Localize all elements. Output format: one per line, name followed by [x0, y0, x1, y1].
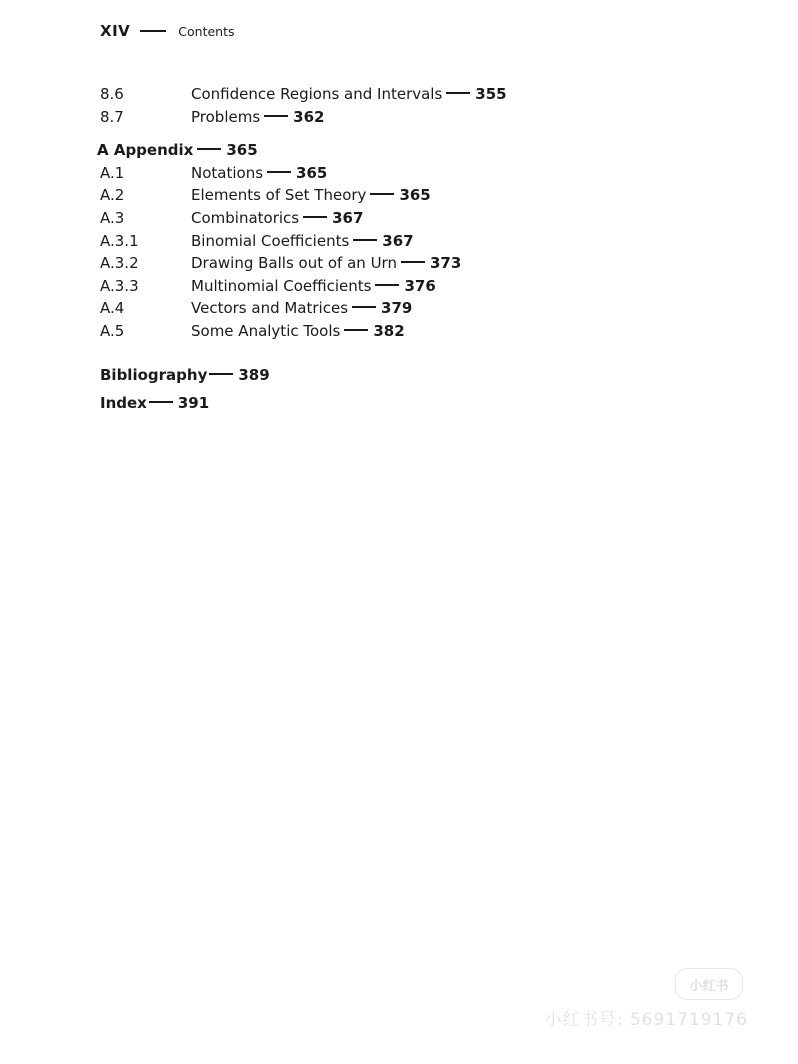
leader-dash [446, 92, 470, 94]
leader-dash [353, 239, 377, 241]
toc-entry-title: Elements of Set Theory [191, 186, 367, 204]
header-rule [140, 30, 166, 32]
toc-entry-title: Notations [191, 164, 264, 182]
toc-entry-title: Vectors and Matrices [191, 299, 349, 317]
toc-entry-number: 8.6 [100, 85, 124, 103]
toc-entry-number: A.3.3 [100, 277, 139, 295]
toc-entry[interactable] [100, 321, 405, 341]
toc-entry-number: 8.7 [100, 108, 124, 126]
toc-chapter-entry[interactable] [97, 140, 258, 160]
toc-entry-page: 391 [177, 394, 210, 412]
page-number-roman: XIV [100, 22, 131, 40]
toc-entry-page: 382 [373, 322, 405, 340]
toc-chapter-entry[interactable] [100, 393, 209, 413]
toc-entry[interactable] [100, 276, 436, 296]
toc-entry-page: 362 [293, 108, 325, 126]
toc-entry-page: 355 [475, 85, 507, 103]
toc-entry-page: 365 [296, 164, 328, 182]
leader-dash [375, 284, 399, 286]
toc-entry-title: Binomial Coefficients [191, 232, 350, 250]
toc-entry-page: 367 [332, 209, 364, 227]
toc-entry[interactable] [100, 298, 412, 318]
toc-entry[interactable] [100, 107, 324, 127]
toc-entry[interactable] [100, 84, 507, 104]
toc-entry-number: A.3 [100, 209, 125, 227]
toc-chapter-title: Bibliography [100, 366, 208, 384]
leader-dash [401, 261, 425, 263]
toc-entry-title: Confidence Regions and Intervals [191, 85, 443, 103]
leader-dash [209, 373, 233, 375]
toc-entry-page: 373 [429, 254, 462, 272]
leader-dash [149, 401, 173, 403]
toc-entry-page: 367 [382, 232, 414, 250]
leader-dash [370, 193, 394, 195]
leader-dash [197, 148, 221, 150]
toc-entry-title: Problems [191, 108, 261, 126]
toc-entry-page: 376 [404, 277, 436, 295]
toc-chapter-title: A Appendix [97, 141, 194, 159]
leader-dash [303, 216, 327, 218]
leader-dash [352, 306, 376, 308]
toc-entry-number: A.4 [100, 299, 125, 317]
toc-entry-title: Drawing Balls out of an Urn [191, 254, 397, 272]
toc-entry[interactable] [100, 185, 431, 205]
toc-entry[interactable] [100, 208, 363, 228]
toc-entry-number: A.3.2 [100, 254, 139, 272]
leader-dash [264, 115, 288, 117]
toc-entry-page: 365 [226, 141, 258, 159]
toc-entry-title: Combinatorics [191, 209, 300, 227]
toc-entry[interactable] [100, 253, 461, 273]
toc-entry-number: A.1 [100, 164, 125, 182]
toc-entry[interactable] [100, 163, 327, 183]
toc-entry-title: Multinomial Coefficients [191, 277, 372, 295]
toc-entry-number: A.3.1 [100, 232, 139, 250]
toc-chapter-title: Index [100, 394, 147, 412]
leader-dash [267, 171, 291, 173]
toc-entry-title: Some Analytic Tools [191, 322, 341, 340]
toc-entry-number: A.2 [100, 186, 125, 204]
watermark-id: 小红书号: 5691719176 [544, 1010, 748, 1030]
toc-entry[interactable] [100, 231, 414, 251]
leader-dash [344, 329, 368, 331]
toc-chapter-entry[interactable] [100, 365, 270, 385]
watermark-logo: 小红书 [675, 968, 743, 1000]
running-header [100, 20, 235, 42]
running-header-title: Contents [178, 23, 235, 39]
toc-entry-page: 379 [381, 299, 413, 317]
toc-entry-page: 389 [238, 366, 270, 384]
toc-entry-page: 365 [399, 186, 431, 204]
toc-entry-number: A.5 [100, 322, 125, 340]
